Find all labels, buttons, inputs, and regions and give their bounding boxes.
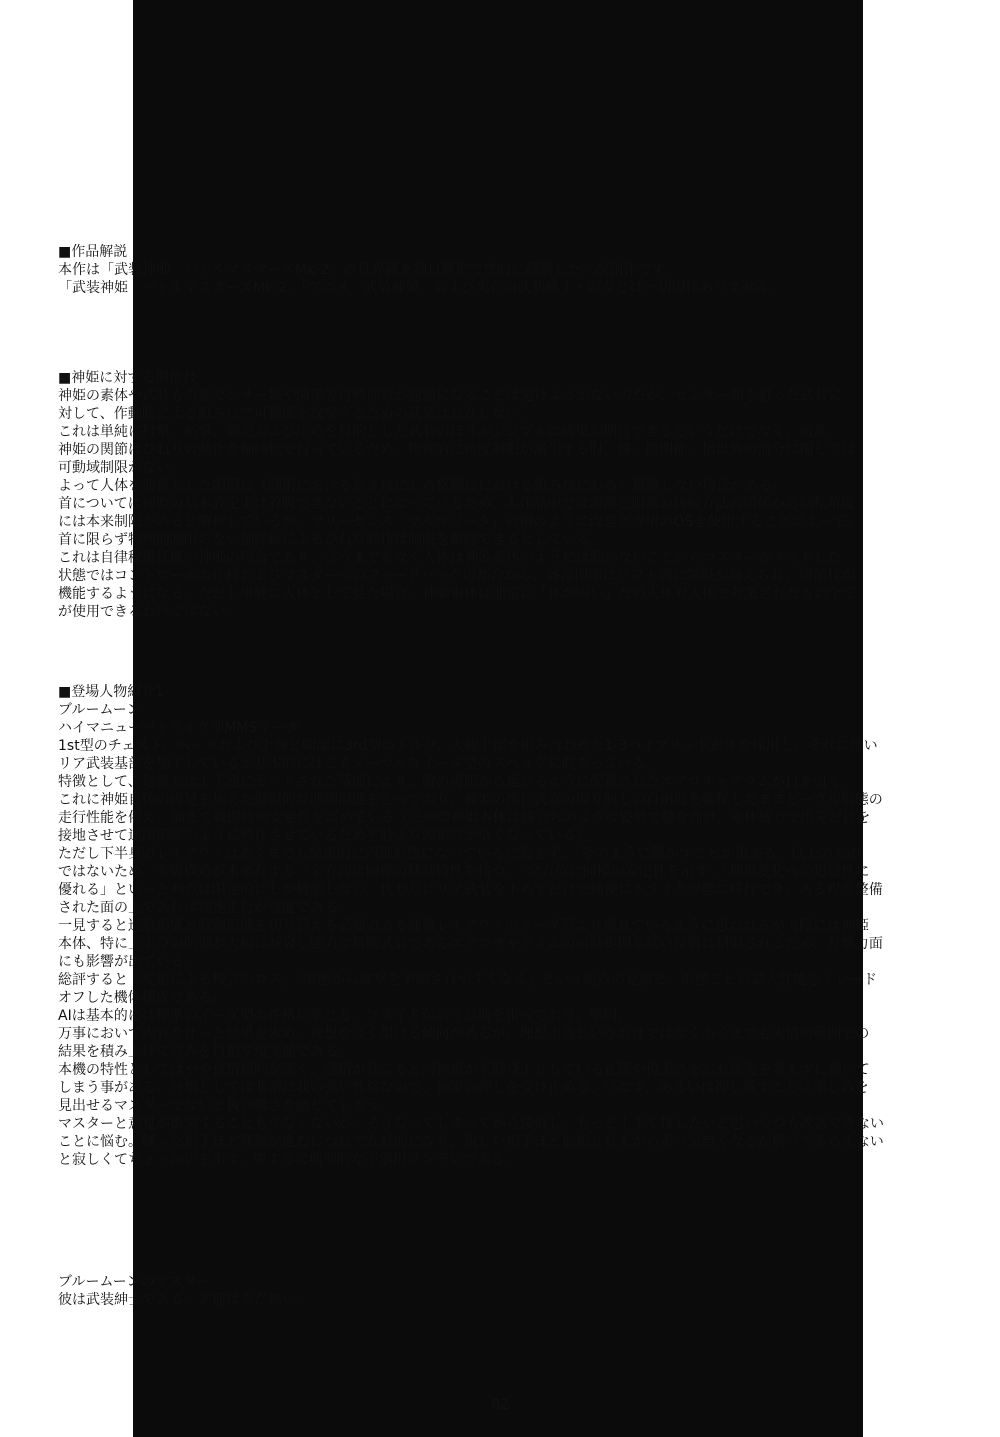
page-number: 02 xyxy=(491,1397,509,1413)
section-characters xyxy=(58,683,958,1205)
text-line: と寂しくてちょっかいを出す。要するに典型的な不器用ツンデレである。 xyxy=(58,1152,519,1168)
text-line: リア武装基部を加工しているが基本的にはごくノーマルなイーダ型のスペックに収まっている。 xyxy=(58,756,660,772)
text-line: これに神姫自体の両足を加えた擬似的な四脚形態をとっており、神姫の携行武器の取り回しの自由度を確保したままビークル形態の xyxy=(58,792,883,808)
text-line: AIは基本的には標準のイーダ型の性格に準じる。プライドが高く意地を張っており、頑固。 xyxy=(58,1008,632,1024)
text-line xyxy=(58,1169,958,1187)
text-line: が使用できるわけではない。 xyxy=(58,604,240,620)
text-line: 接地させて逆関節脚のように動作させているため平時より頭頂高が低くなっている）。 xyxy=(58,828,597,844)
character-name: ブルームーンのマスター xyxy=(58,1274,211,1290)
text-line: にも影響が出ている。 xyxy=(58,954,198,970)
text-line: 特徴として、通常とは上下逆にセットされた基部により、腰の両側から延びるように配置されたエアロチャクラムが目を引く。 xyxy=(58,774,855,790)
text-line: これは単純に打撃、斬撃、刺突および圧迫を目的とした武装のほうがシンプルに成果が期待できるというだけでなく、通常、 xyxy=(58,424,841,440)
character-name: ブルームーン xyxy=(58,702,141,718)
text-line: しまう事がある。分類としては非常に我の強い性格なので、神姫の押しを受け止める、いなす、あるいは押し返すことに楽しみを xyxy=(58,1080,869,1096)
text-line: 走行性能を備え、加えて戦闘時の安定性を高めている（この際神姫本体は膝立ちのような姿勢で膝を曲げ、素体後方で爪先だけを xyxy=(58,810,871,826)
text-line: 「武装神姫 バトルマスターズMk-2」「アニメ 武装神姫」および実在の武装紳士・淑女とは一切関係ありません。 xyxy=(58,280,785,296)
text-line: 首に限らず物理的制限のない軸回転によるひねり動作は制限を解除できるとしている。 xyxy=(58,532,604,548)
section-joints xyxy=(58,369,958,621)
text-line: 神姫の素体や武装も当然センサー類や関節等可動部分が脆弱になることは避けようがないのだが、センサー類を狙った武装に xyxy=(58,388,842,404)
section-heading: ■神姫に対する関節技 xyxy=(58,370,198,386)
text-line: マスターと意見が衝突することも少なくないが、そうなってしまってから後悔し、もっと上手く接したいと思いつつも改善できない xyxy=(58,1116,884,1132)
text-line: 万事において内容を伴った結果を求め、理想を高く掲げる傾向があるが、理想主義というわけではなくあくまでも実情の範囲での xyxy=(58,1026,870,1042)
text-line: 一見すると巡航形態と戦闘形態を切り替える必要のある通常レイアウトのイーダ型より優れているように思われるが実際には神姫 xyxy=(58,918,869,934)
text-line: 可動域制限がない。 xyxy=(58,460,184,476)
text-line: 本体、特に上半身の防御が大幅に減衰し強力な格闘武装であるエアロチャクラムの可動範囲も低い位置に制限されるため、打撃力面 xyxy=(58,936,883,952)
section-master xyxy=(58,1273,958,1309)
text-line: 結果を積み上げて高みを目指す現実派である。 xyxy=(58,1044,352,1060)
text-line xyxy=(58,1187,958,1205)
text-line: 機能するようになる。ただし単純に人体として見た場合、神姫素体は非常に「体が固い」ため人体対人体で考案されたもの全て xyxy=(58,586,856,602)
text-line: ただし下半身のレイアウトはあくまでも結果的に四脚形態になっているに過ぎず、「そのように動かすことが出来る」以上のもの xyxy=(58,846,861,862)
text-line: 本機の特性としてはやや直情傾向が強く、感情が高ぶると同神姫が平時身上としている礼節や優美さを忘れ後先を考えずに動いて xyxy=(58,1062,870,1078)
text-line: 見出せるマスターでないと扱い難さを感じてしまう。 xyxy=(58,1098,394,1114)
text-line: 本作は「武装神姫 バトルマスターズMk-2」の世界観を独自解釈で性的に翻訳した二次創作です。 xyxy=(58,262,679,278)
text-line: ではないため、多脚構造が本来有する「全方向に同様の移動特性を持つ」「全方位に同様の安定性を示す」「地形変化への追従性に xyxy=(58,864,870,880)
text-line: 首については神姫の基本設定上は着脱できないことになっているため、本作品中では頭部と胴部の接続方法の関係から回転角度 xyxy=(58,496,856,512)
text-line: 優れる」といった利点は限定的にしか機能しない。代わりにリア武装を下ろすだけで簡便にトライク形態に移行でき、ある程度整備 xyxy=(58,882,883,898)
text-line: オフした機体構成である。 xyxy=(58,990,226,1006)
character-type: ハイマニューバトライク型MMSイーダ xyxy=(58,720,300,736)
section-heading: ■作品解説 xyxy=(58,244,128,260)
text-line: 1st型のチェスト、ヘッドおよび上腕と脚部に3rd型のトルソ、大腿上部を組み合わせた1-3ハイブリッド素体を採用し、それに伴い xyxy=(58,738,878,754)
text-line: 神姫の関節はひねりの動作を軸回転で行っているため、物理的に角度制限が派生する肘、膝、股関節、指以外の部分に関しては xyxy=(58,442,856,458)
text-line: 対して、作動肢による組み技で可動部を攻撃するための武装は存在しない。 xyxy=(58,406,534,422)
text-line: これは自律稼働状態の神姫の場合であり、言うまでもなく人体は神姫素体のようには動かないことからマスターがライドした xyxy=(58,550,842,566)
text-line: 総評すると「変形による機会のロス」「形態から攻撃を予測されやすくなる」という弱点の克服と、形態ごとの最大性能をトレード xyxy=(58,972,877,988)
text-line: 状態ではコントロールの仕様およびマスターへのフィードバックの都合から、各部関節にソフト的に制限が加えられ、関節技が xyxy=(58,568,856,584)
text-line: ことに悩む。嫌った相手ほど理解が進むにつれて友好的になり、親しい相手ほど信頼と甘えから素っ気無くなるが構ってもらえない xyxy=(58,1134,884,1150)
text-line: よって人体を前提とした関節技（剣術における巻き技にしろ格闘技における組み技にしろ）機能しない場合がある。 xyxy=(58,478,786,494)
section-intro xyxy=(58,243,958,297)
text-line: 彼は武装紳士である。名前はまだ無い。 xyxy=(58,1292,310,1308)
text-line: には本来制限があると解釈しているが、マリーセレス「マルガリータ」の例のように改造と専用のOSを使用することによって、 xyxy=(58,514,861,530)
section-heading: ■登場人物紹介1 xyxy=(58,684,165,700)
text-line: された面の上であれば高速走行が可能である。 xyxy=(58,900,352,916)
document-body xyxy=(58,243,958,1309)
